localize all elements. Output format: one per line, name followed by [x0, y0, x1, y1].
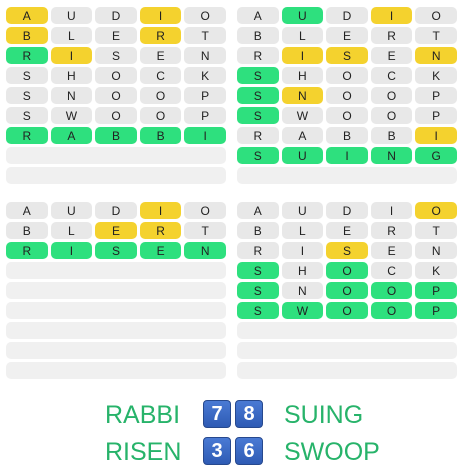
letter-tile: K	[184, 67, 226, 84]
guess-row	[6, 107, 226, 124]
letter-tile: E	[140, 242, 182, 259]
letter-tile: I	[415, 127, 457, 144]
letter-tile: R	[6, 127, 48, 144]
letter-tile: I	[282, 47, 324, 64]
letter-tile: L	[282, 27, 324, 44]
result-number-box: 6	[235, 437, 263, 465]
result-number-box: 3	[203, 437, 231, 465]
letter-tile: I	[326, 147, 368, 164]
letter-tile: U	[51, 202, 93, 219]
guess-row	[6, 47, 226, 64]
letter-tile: B	[140, 127, 182, 144]
board-top-left	[6, 7, 226, 187]
guess-row	[237, 107, 457, 124]
empty-row	[6, 282, 226, 299]
guess-row	[6, 242, 226, 259]
letter-tile: S	[237, 87, 279, 104]
guess-row	[237, 127, 457, 144]
result-word-right: SWOOP	[284, 438, 380, 466]
letter-tile: I	[140, 7, 182, 24]
letter-tile: E	[326, 27, 368, 44]
letter-tile: E	[140, 47, 182, 64]
board-bottom-right	[237, 202, 457, 382]
letter-tile: B	[6, 27, 48, 44]
letter-tile: A	[237, 7, 279, 24]
guess-row	[237, 87, 457, 104]
letter-tile: S	[237, 302, 279, 319]
empty-row	[6, 262, 226, 279]
letter-tile: G	[415, 147, 457, 164]
empty-row	[6, 342, 226, 359]
letter-tile: L	[51, 27, 93, 44]
letter-tile: E	[371, 242, 413, 259]
result-word-right: SUING	[284, 401, 364, 429]
letter-tile: O	[326, 107, 368, 124]
letter-tile: S	[6, 87, 48, 104]
letter-tile: N	[51, 87, 93, 104]
guess-row	[237, 282, 457, 299]
letter-tile: T	[415, 222, 457, 239]
letter-tile: O	[371, 107, 413, 124]
letter-tile: T	[415, 27, 457, 44]
letter-tile: P	[184, 107, 226, 124]
letter-tile: N	[184, 47, 226, 64]
letter-tile: I	[140, 202, 182, 219]
guess-row	[237, 7, 457, 24]
letter-tile: O	[371, 302, 413, 319]
letter-tile: P	[415, 302, 457, 319]
letter-tile: U	[51, 7, 93, 24]
letter-tile: O	[140, 107, 182, 124]
result-word-left: RISEN	[105, 438, 182, 466]
letter-tile: C	[140, 67, 182, 84]
letter-tile: S	[6, 107, 48, 124]
letter-tile: L	[51, 222, 93, 239]
letter-tile: B	[371, 127, 413, 144]
letter-tile: E	[95, 27, 137, 44]
letter-tile: R	[140, 222, 182, 239]
letter-tile: W	[282, 302, 324, 319]
letter-tile: S	[95, 242, 137, 259]
letter-tile: T	[184, 222, 226, 239]
letter-tile: K	[415, 67, 457, 84]
letter-tile: A	[6, 202, 48, 219]
letter-tile: E	[95, 222, 137, 239]
letter-tile: P	[415, 282, 457, 299]
guess-row	[237, 262, 457, 279]
guess-row	[237, 67, 457, 84]
letter-tile: O	[415, 7, 457, 24]
letter-tile: R	[140, 27, 182, 44]
letter-tile: O	[184, 7, 226, 24]
letter-tile: N	[282, 87, 324, 104]
letter-tile: P	[415, 87, 457, 104]
letter-tile: R	[237, 242, 279, 259]
letter-tile: H	[51, 67, 93, 84]
letter-tile: S	[237, 262, 279, 279]
guess-row	[237, 242, 457, 259]
board-top-right	[237, 7, 457, 187]
letter-tile: R	[6, 242, 48, 259]
letter-tile: L	[282, 222, 324, 239]
letter-tile: W	[282, 107, 324, 124]
empty-row	[6, 147, 226, 164]
letter-tile: B	[6, 222, 48, 239]
letter-tile: B	[237, 222, 279, 239]
empty-row	[6, 302, 226, 319]
letter-tile: S	[237, 107, 279, 124]
letter-tile: I	[371, 7, 413, 24]
letter-tile: H	[282, 67, 324, 84]
letter-tile: R	[371, 222, 413, 239]
letter-tile: O	[326, 67, 368, 84]
letter-tile: U	[282, 202, 324, 219]
letter-tile: W	[51, 107, 93, 124]
guess-row	[6, 27, 226, 44]
letter-tile: O	[326, 282, 368, 299]
letter-tile: H	[282, 262, 324, 279]
letter-tile: O	[140, 87, 182, 104]
empty-row	[237, 167, 457, 184]
letter-tile: I	[184, 127, 226, 144]
board-bottom-left	[6, 202, 226, 382]
empty-row	[6, 167, 226, 184]
letter-tile: N	[415, 242, 457, 259]
letter-tile: C	[371, 67, 413, 84]
letter-tile: C	[371, 262, 413, 279]
letter-tile: B	[326, 127, 368, 144]
letter-tile: O	[415, 202, 457, 219]
letter-tile: E	[371, 47, 413, 64]
letter-tile: R	[237, 47, 279, 64]
letter-tile: D	[95, 7, 137, 24]
empty-row	[237, 342, 457, 359]
letter-tile: O	[95, 87, 137, 104]
result-number-box: 7	[203, 400, 231, 428]
letter-tile: P	[415, 107, 457, 124]
guess-row	[6, 222, 226, 239]
guess-row	[6, 7, 226, 24]
letter-tile: S	[237, 282, 279, 299]
guess-row	[6, 127, 226, 144]
letter-tile: D	[326, 7, 368, 24]
letter-tile: D	[95, 202, 137, 219]
letter-tile: D	[326, 202, 368, 219]
guess-row	[237, 202, 457, 219]
empty-row	[237, 322, 457, 339]
letter-tile: P	[184, 87, 226, 104]
letter-tile: S	[237, 67, 279, 84]
letter-tile: A	[51, 127, 93, 144]
letter-tile: R	[371, 27, 413, 44]
letter-tile: A	[6, 7, 48, 24]
result-line-1	[0, 398, 462, 432]
letter-tile: R	[6, 47, 48, 64]
letter-tile: I	[282, 242, 324, 259]
letter-tile: O	[371, 87, 413, 104]
letter-tile: S	[237, 147, 279, 164]
empty-row	[6, 362, 226, 379]
empty-row	[237, 362, 457, 379]
letter-tile: O	[326, 87, 368, 104]
letter-tile: B	[95, 127, 137, 144]
letter-tile: A	[282, 127, 324, 144]
letter-tile: A	[237, 202, 279, 219]
guess-row	[6, 67, 226, 84]
guess-row	[237, 302, 457, 319]
letter-tile: N	[371, 147, 413, 164]
result-number-box: 8	[235, 400, 263, 428]
letter-tile: R	[237, 127, 279, 144]
letter-tile: O	[371, 282, 413, 299]
letter-tile: K	[415, 262, 457, 279]
guess-row	[237, 147, 457, 164]
letter-tile: N	[282, 282, 324, 299]
letter-tile: O	[95, 67, 137, 84]
letter-tile: O	[95, 107, 137, 124]
letter-tile: S	[326, 242, 368, 259]
letter-tile: N	[415, 47, 457, 64]
letter-tile: S	[95, 47, 137, 64]
guess-row	[6, 202, 226, 219]
letter-tile: E	[326, 222, 368, 239]
letter-tile: U	[282, 7, 324, 24]
letter-tile: I	[51, 242, 93, 259]
guess-row	[237, 47, 457, 64]
guess-row	[237, 27, 457, 44]
letter-tile: O	[326, 302, 368, 319]
letter-tile: S	[6, 67, 48, 84]
guess-row	[237, 222, 457, 239]
letter-tile: S	[326, 47, 368, 64]
result-word-left: RABBI	[105, 401, 181, 429]
letter-tile: I	[371, 202, 413, 219]
letter-tile: B	[237, 27, 279, 44]
guess-row	[6, 87, 226, 104]
letter-tile: I	[51, 47, 93, 64]
letter-tile: T	[184, 27, 226, 44]
letter-tile: O	[326, 262, 368, 279]
letter-tile: N	[184, 242, 226, 259]
empty-row	[6, 322, 226, 339]
letter-tile: U	[282, 147, 324, 164]
result-line-2	[0, 435, 462, 469]
letter-tile: O	[184, 202, 226, 219]
